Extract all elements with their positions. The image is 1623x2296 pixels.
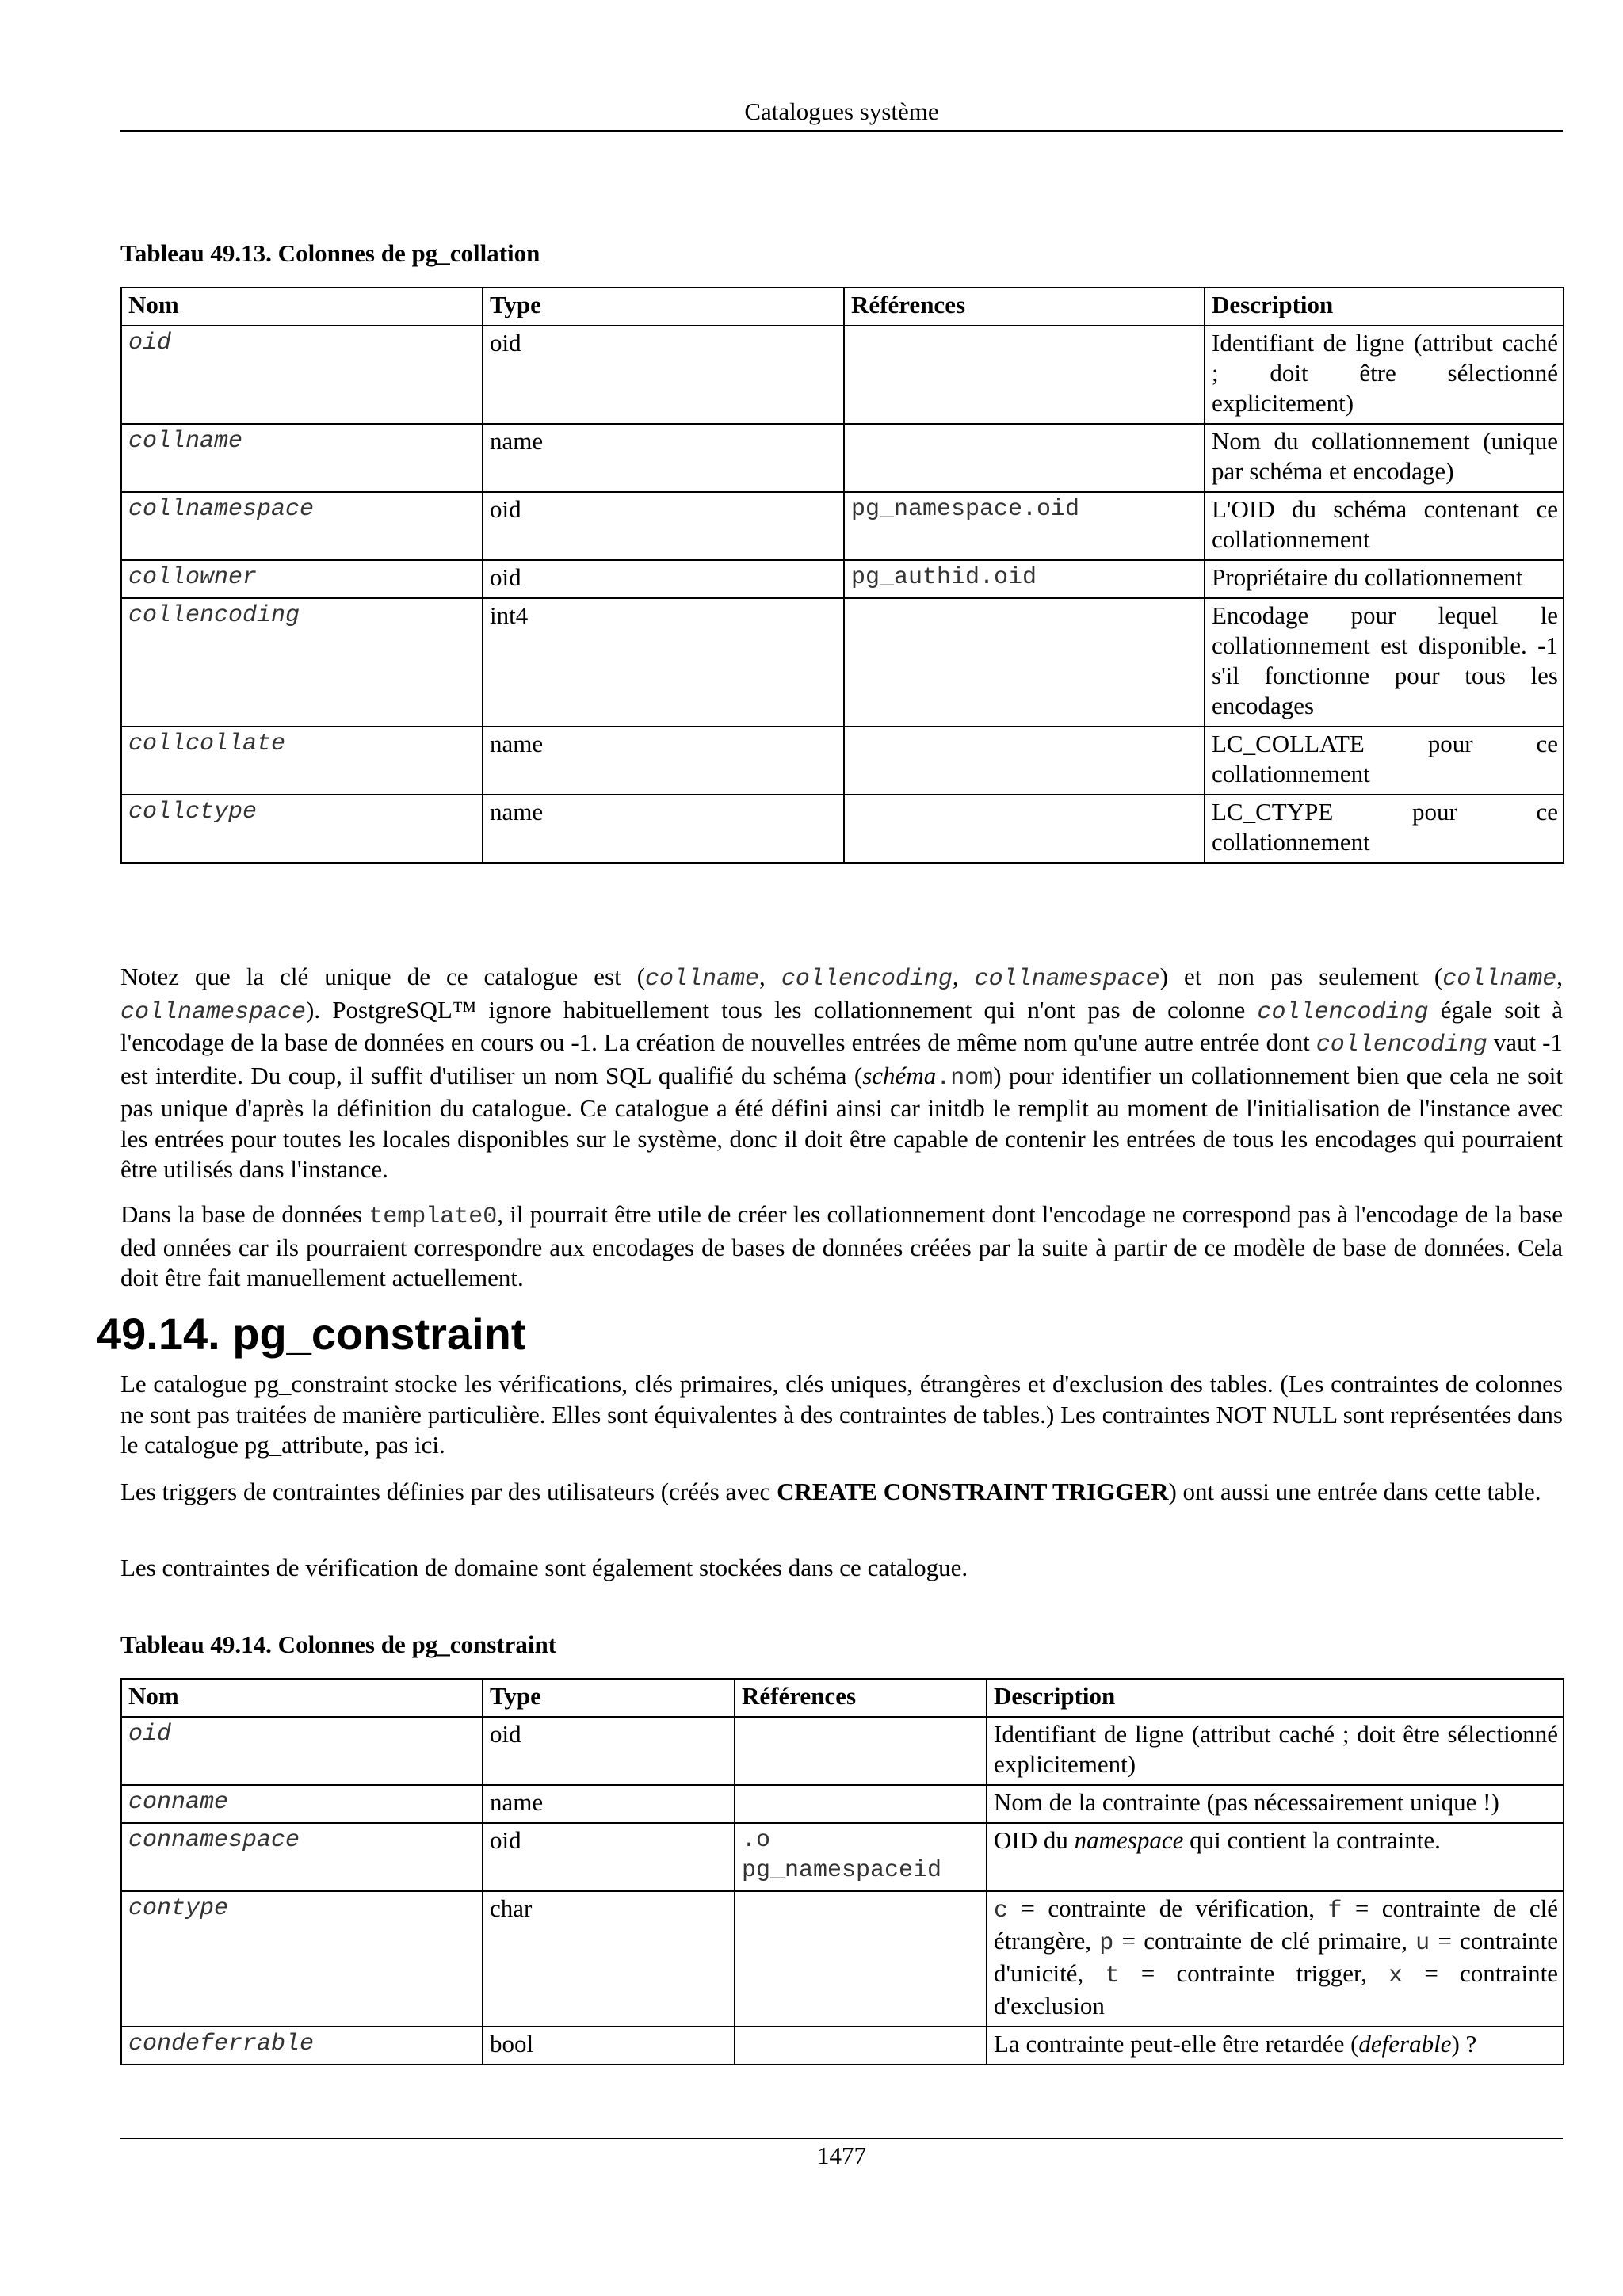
code-collnamespace: collnamespace: [974, 966, 1160, 993]
code-collencoding: collencoding: [1257, 998, 1429, 1026]
table-row: [121, 326, 1564, 424]
text-run: ) pour identifier un collationnement bien que cela ne soit pas unique d'après la définition du catalogue. Ce catalogue a été défini ainsi car initdb le remplit au moment de l'initialisation de l'instance avec les entrées pour toutes les locales disponibles sur le système, donc il doit être capable de contenir les entrées de tous les encodages qui pourraient être utilisés dans l'instance.: [120, 1061, 1563, 1183]
table-row: [121, 1717, 1564, 1785]
column-name-cell: conname: [121, 1785, 483, 1823]
column-ref-cell: [844, 727, 1205, 795]
column-desc-cell: Identifiant de ligne (attribut caché ; doit être sélectionné explicitement): [987, 1717, 1564, 1785]
column-header-description: Description: [1205, 288, 1564, 326]
ref-part: .o: [742, 1827, 771, 1854]
column-name-cell: contype: [121, 1891, 483, 2027]
column-header-references: Références: [844, 288, 1205, 326]
table-row: [121, 1785, 1564, 1823]
text-run: = contrainte d'exclusion: [994, 1959, 1558, 2019]
section-title: 49.14. pg_constraint: [97, 1309, 526, 1359]
running-header: Catalogues système: [120, 93, 1563, 132]
column-type-cell: name: [483, 795, 844, 863]
column-type-cell: name: [483, 1785, 735, 1823]
pg-collation-table: [120, 287, 1564, 864]
column-type-cell: oid: [483, 560, 844, 598]
text-run: = contrainte d'unicité,: [994, 1927, 1558, 1987]
column-ref-cell: pg_authid.oid: [844, 560, 1205, 598]
domain-constraints-paragraph: Les contraintes de vérification de domaine sont également stockées dans ce catalogue.: [120, 1554, 968, 1581]
table2-caption: Tableau 49.14. Colonnes de pg_constraint: [120, 1630, 557, 1658]
table-row: [121, 560, 1564, 598]
page-number: 1477: [817, 2142, 866, 2169]
code-template0: template0: [369, 1203, 498, 1230]
emphasis-deferable: deferable: [1358, 2030, 1452, 2058]
text-run: Notez que la clé unique de ce catalogue est (: [120, 963, 646, 990]
text-run: ). PostgreSQL™ ignore habituellement tous les collationnement qui n'ont pas de colonne: [306, 995, 1258, 1024]
table-row: [121, 598, 1564, 727]
column-ref-cell: [735, 1717, 987, 1785]
column-ref-cell: [844, 326, 1205, 424]
command-create-constraint-trigger: CREATE CONSTRAINT TRIGGER: [777, 1478, 1169, 1505]
text-run: OID du: [994, 1826, 1075, 1854]
page: [97, 0, 1564, 2296]
column-ref-cell: [735, 1823, 987, 1891]
table-row: [121, 727, 1564, 795]
column-ref-cell: [844, 795, 1205, 863]
column-header-name: Nom: [121, 288, 483, 326]
column-desc-cell: [987, 1823, 1564, 1891]
column-desc-cell: LC_COLLATE pour ce collationnement: [1205, 727, 1564, 795]
column-desc-cell: L'OID du schéma contenant ce collationnement: [1205, 492, 1564, 560]
text-run: , il pourrait être utile de créer les collationnement dont l'encodage ne correspond pas à l'encodage de la base ded onnées car ils pourraient correspondre aux encodages de bases de données créées par la suite à partir de ce modèle de base de données. Cela doit être fait manuellement actuellement.: [120, 1200, 1563, 1291]
column-name-cell: collcollate: [121, 727, 483, 795]
text-run: Dans la base de données: [120, 1200, 369, 1228]
table-row: [121, 1891, 1564, 2027]
column-ref-cell: pg_namespace.oid: [844, 492, 1205, 560]
text-run: Les triggers de contraintes définies par des utilisateurs (créés avec: [120, 1478, 777, 1505]
column-desc-cell: Encodage pour lequel le collationnement est disponible. -1 s'il fonctionne pour tous les encodages: [1205, 598, 1564, 727]
pg-constraint-table: [120, 1678, 1564, 2065]
text-run: = contrainte de vérification,: [1008, 1894, 1328, 1922]
column-desc-cell: [987, 1891, 1564, 2027]
column-ref-cell: [735, 1785, 987, 1823]
code-nom: .nom: [936, 1064, 994, 1092]
column-name-cell: collctype: [121, 795, 483, 863]
code-collencoding: collencoding: [781, 966, 953, 993]
text-run: = contrainte trigger,: [1119, 1959, 1389, 1987]
column-header-type: Type: [483, 1679, 735, 1717]
column-name-cell: connamespace: [121, 1823, 483, 1891]
pg-constraint-intro-paragraph: Le catalogue pg_constraint stocke les vérifications, clés primaires, clés uniques, étrangères et d'exclusion des tables. (Les contraintes de colonnes ne sont pas traitées de manière particulière. Elles sont équivalentes à des contraintes de tables.) Les contraintes NOT NULL sont représentées dans le catalogue pg_attribute, pas ici.: [120, 1370, 1563, 1459]
text-run: ) ont aussi une entrée dans cette table.: [1168, 1478, 1541, 1505]
text-run: vaut -1 est interdite. Du coup, il suffit d'utiliser un nom SQL qualifié du schéma (: [120, 1028, 1563, 1089]
emphasis-namespace: namespace: [1074, 1826, 1184, 1854]
text-run: qui contient la contrainte.: [1183, 1826, 1441, 1854]
text-run: ) et non pas seulement (: [1159, 963, 1443, 990]
ref-part: pg_namespaceid: [742, 1857, 942, 1884]
code-collname: collname: [645, 966, 760, 993]
code-collnamespace: collnamespace: [120, 998, 307, 1026]
text-run: = contrainte de clé primaire,: [1113, 1927, 1416, 1955]
column-name-cell: collencoding: [121, 598, 483, 727]
table-row: [121, 795, 1564, 863]
text-run: ,: [1556, 963, 1564, 990]
table-row: [121, 492, 1564, 560]
column-desc-cell: Nom du collationnement (unique par schéma et encodage): [1205, 424, 1564, 492]
column-ref-cell: [844, 424, 1205, 492]
code-collencoding: collencoding: [1316, 1032, 1487, 1058]
column-type-cell: oid: [483, 1717, 735, 1785]
column-ref-cell: [844, 598, 1205, 727]
code-f: f: [1327, 1897, 1342, 1924]
column-name-cell: condeferrable: [121, 2027, 483, 2065]
column-type-cell: int4: [483, 598, 844, 727]
text-run: égale soit à l'encodage de la base de données en cours ou -1. La création de nouvelles entrées de même nom qu'une autre entrée dont: [120, 995, 1563, 1056]
column-header-description: Description: [987, 1679, 1564, 1717]
collation-key-paragraph: [120, 962, 1563, 1185]
code-u: u: [1415, 1930, 1430, 1957]
column-desc-cell: Propriétaire du collationnement: [1205, 560, 1564, 598]
text-run: = contrainte de clé étrangère,: [994, 1894, 1558, 1955]
code-t: t: [1105, 1962, 1120, 1989]
table-row: [121, 2027, 1564, 2065]
template0-paragraph: [120, 1199, 1563, 1294]
column-name-cell: oid: [121, 326, 483, 424]
column-desc-cell: LC_CTYPE pour ce collationnement: [1205, 795, 1564, 863]
code-c: c: [994, 1897, 1009, 1924]
page-footer: [120, 2138, 1563, 2172]
column-name-cell: oid: [121, 1717, 483, 1785]
table-row: [121, 424, 1564, 492]
code-x: x: [1388, 1962, 1403, 1989]
text-run: La contrainte peut-elle être retardée (: [994, 2030, 1359, 2058]
column-header-type: Type: [483, 288, 844, 326]
column-type-cell: char: [483, 1891, 735, 2027]
column-name-cell: collname: [121, 424, 483, 492]
column-ref-cell: [735, 2027, 987, 2065]
column-header-name: Nom: [121, 1679, 483, 1717]
column-desc-cell: Nom de la contrainte (pas nécessairement unique !): [987, 1785, 1564, 1823]
column-ref-cell: [735, 1891, 987, 2027]
table-header-row: [121, 288, 1564, 326]
code-collname: collname: [1442, 966, 1557, 993]
column-type-cell: name: [483, 727, 844, 795]
replaceable-schema: schéma: [862, 1061, 937, 1089]
text-run: ,: [952, 963, 975, 990]
triggers-paragraph: [120, 1477, 1563, 1508]
column-header-references: Références: [735, 1679, 987, 1717]
column-type-cell: oid: [483, 1823, 735, 1891]
column-desc-cell: Identifiant de ligne (attribut caché ; doit être sélectionné explicitement): [1205, 326, 1564, 424]
table-header-row: [121, 1679, 1564, 1717]
column-type-cell: bool: [483, 2027, 735, 2065]
text-run: ,: [759, 963, 781, 990]
text-run: ) ?: [1451, 2030, 1477, 2058]
column-name-cell: collnamespace: [121, 492, 483, 560]
table-row: [121, 1823, 1564, 1891]
table1-caption: Tableau 49.13. Colonnes de pg_collation: [120, 239, 540, 267]
code-p: p: [1099, 1930, 1114, 1957]
column-name-cell: collowner: [121, 560, 483, 598]
column-type-cell: name: [483, 424, 844, 492]
column-type-cell: oid: [483, 326, 844, 424]
column-type-cell: oid: [483, 492, 844, 560]
column-desc-cell: [987, 2027, 1564, 2065]
